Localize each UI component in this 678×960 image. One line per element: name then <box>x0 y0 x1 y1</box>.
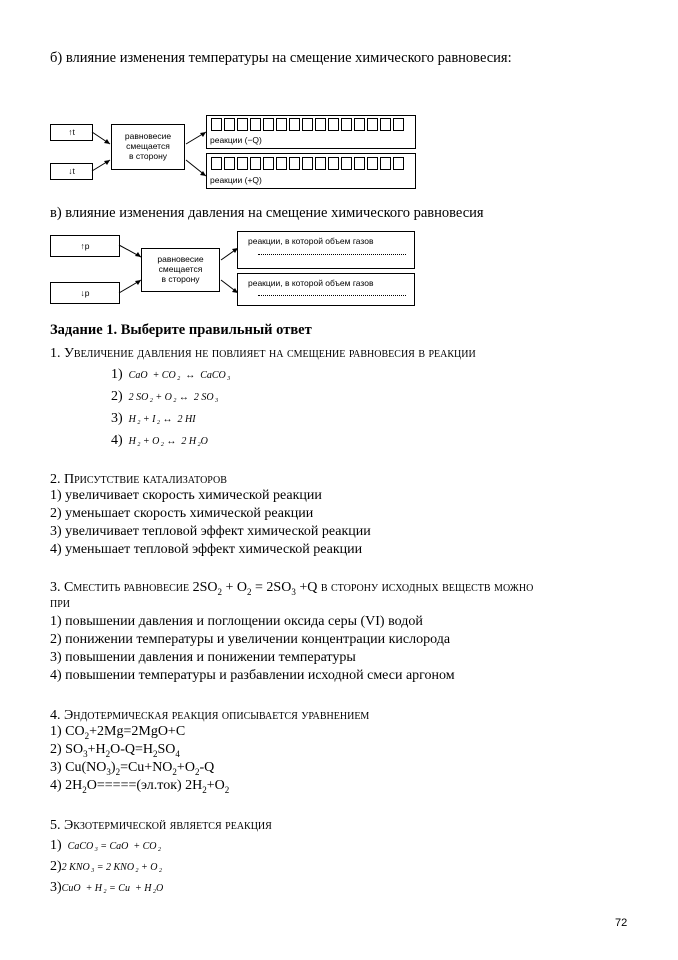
q1-formula-1: CaO + CO $_2$ ↔ CaCO $_3$ <box>126 370 231 382</box>
pressure-top-result-box <box>237 231 415 269</box>
q5-title: 5. Экзотермической является реакция <box>50 818 272 833</box>
temp-middle-line2: смещается <box>126 141 170 151</box>
q5-opt1-num: 1) <box>50 838 62 853</box>
q1-option-3 <box>111 411 196 431</box>
temp-up-box: ↑t <box>50 124 93 141</box>
pressure-down-box: ↓p <box>50 282 120 304</box>
pressure-top-result-label: реакции, в которой объем газов <box>248 236 374 246</box>
pressure-middle-line1: равновесие <box>157 254 204 264</box>
q2-title: 2. Присутствие катализаторов <box>50 472 227 487</box>
section-v-heading: в) влияние изменения давления на смещение химического равновесия <box>50 205 484 221</box>
q2-answer-2: 2) уменьшает скорость химической реакции <box>50 506 314 521</box>
q1-option-4 <box>111 433 208 453</box>
task-title: Задание 1. Выберите правильный ответ <box>50 322 312 338</box>
temp-bottom-result-label: реакции (+Q) <box>210 175 262 185</box>
q4-title: 4. Эндотермическая реакция описывается уравнением <box>50 708 370 723</box>
q5-option-2 <box>50 859 162 879</box>
q4-answer-4: 4) $2H_2O=====(эл.ток)$ $2H_2+O_2$ <box>50 778 230 795</box>
q4-answer-2: 2) $SO_3+H_2O-Q=H_2SO_4$ <box>50 742 180 759</box>
q1-opt1-num: 1) <box>111 367 123 382</box>
q3-title-start: 3. Сместить равновесие <box>50 580 193 595</box>
temp-middle-line3: в сторону <box>128 151 168 161</box>
q2-answer-1: 1) увеличивает скорость химической реакции <box>50 488 322 503</box>
q5-formula-2: 2 KNO $_3$ = 2 KNO $_2$ + O $_2$ <box>61 862 163 874</box>
q3-title-line2: при <box>50 596 71 611</box>
q1-formula-2: 2 SO $_2$ + O $_2$ ↔ 2 SO $_3$ <box>126 392 219 404</box>
q3-answer-2: 2) понижении температуры и увеличении концентрации кислорода <box>50 632 451 647</box>
q1-opt3-num: 3) <box>111 411 123 426</box>
pressure-top-answer-line <box>258 254 406 255</box>
temp-top-cells <box>211 118 404 131</box>
pressure-bottom-answer-line <box>258 295 406 296</box>
temp-bottom-cells <box>211 157 404 170</box>
q1-opt4-num: 4) <box>111 433 123 448</box>
page-number: 72 <box>615 917 628 929</box>
q5-formula-1: CaCO $_3$ = CaO + CO $_2$ <box>65 841 162 853</box>
q1-title: 1. Увеличение давления не повлияет на смещение равновесия в реакции <box>50 346 476 361</box>
pressure-bottom-result-label: реакции, в которой объем газов <box>248 278 374 288</box>
q3-equation: $2SO_2 + O_2 = 2SO_3 +Q$ <box>192 580 318 597</box>
q1-option-1 <box>111 367 230 387</box>
section-b-heading: б) влияние изменения температуры на смещение химического равновесия: <box>50 50 512 66</box>
q3-answer-4: 4) повышении температуры и разбавлении исходной смеси аргоном <box>50 668 455 683</box>
temp-top-result-box <box>206 115 416 149</box>
q1-formula-3: H $_2$ + I $_2$ ↔ 2 HI <box>126 414 196 426</box>
q5-opt2-num: 2) <box>50 859 62 874</box>
temp-down-box: ↓t <box>50 163 93 180</box>
q5-formula-3: CuO + H $_2$ = Cu + H $_2$O <box>61 883 164 895</box>
temp-middle-line1: равновесие <box>124 131 172 141</box>
q5-option-1 <box>50 838 161 858</box>
q4-answer-3: 3) $Cu(NO_3)_2=Cu+NO_2+O_2-Q$ <box>50 760 215 777</box>
q1-option-2 <box>111 389 218 409</box>
temp-top-result-label: реакции (−Q) <box>210 135 262 145</box>
q2-answer-3: 3) увеличивает тепловой эффект химической реакции <box>50 524 371 539</box>
q3-answer-3: 3) повышении давления и понижении температуры <box>50 650 356 665</box>
pressure-middle-box <box>141 248 220 292</box>
pressure-up-box: ↑p <box>50 235 120 257</box>
q1-opt2-num: 2) <box>111 389 123 404</box>
q3-title-end: в сторону исходных веществ можно <box>317 580 534 595</box>
pressure-middle-line2: смещается <box>158 264 203 274</box>
q2-answer-4: 4) уменьшает тепловой эффект химической реакции <box>50 542 363 557</box>
q4-answer-1: 1) $CO_2+2Mg=2MgO+C$ <box>50 724 186 741</box>
q1-formula-4: H $_2$ + O $_2$ ↔ 2 H $_2$O <box>126 436 208 448</box>
pressure-bottom-result-box <box>237 273 415 306</box>
temp-bottom-result-box <box>206 153 416 189</box>
q3-title <box>50 580 533 600</box>
pressure-middle-line3: в сторону <box>161 274 200 284</box>
q5-option-3 <box>50 880 163 900</box>
q5-opt3-num: 3) <box>50 880 62 895</box>
q3-answer-1: 1) повышении давления и поглощении оксида серы (VI) водой <box>50 614 423 629</box>
temp-middle-box <box>111 124 185 170</box>
